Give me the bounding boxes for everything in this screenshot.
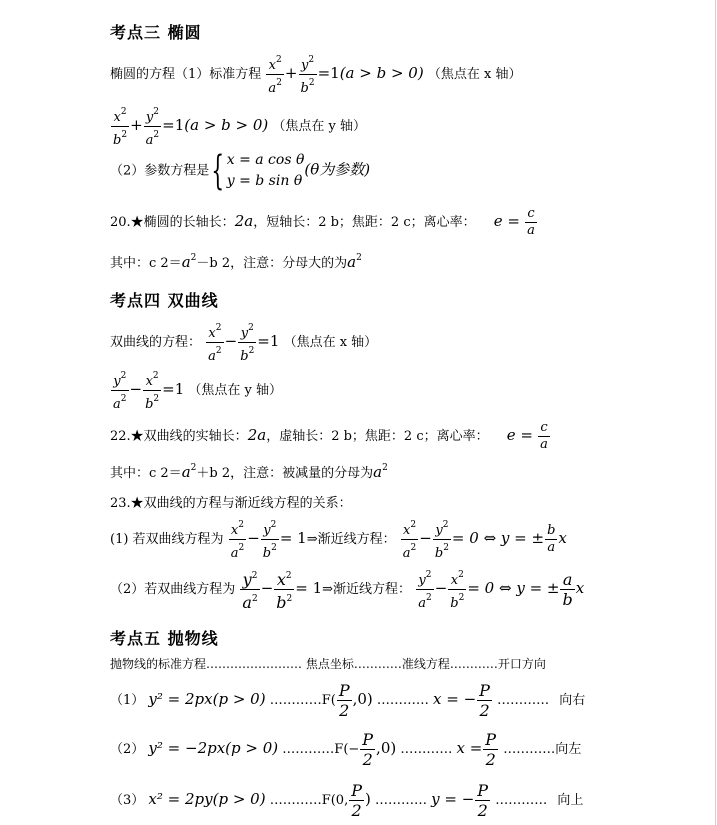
section-heading-hyperbola: 考点四 双曲线: [110, 291, 219, 310]
section-heading-ellipse: 考点三 椭圆: [110, 23, 202, 42]
hyperbola-x-axis-equation: 双曲线的方程： $\frac{x^2}{a^2}$ − $\frac{y^2}{b^2}$ =1 （焦点在 x 轴）: [110, 320, 377, 365]
parabola-table-header: 抛物线的标准方程…………………… 焦点坐标…………准线方程…………开口方向: [110, 657, 546, 671]
parabola-row-left: （2） y² = −2px(p > 0) …………F(− $\frac{P}{2}$ ,0) ………… x = $\frac{P}{2}$ …………向左: [110, 730, 582, 769]
asymptote-case-1: (1) 若双曲线方程为 $\frac{x^2}{a^2}$ − $\frac{y^2}{b^2}$ = 1⇒渐近线方程： $\frac{x^2}{a^2}$ − $\frac{y^2}{b^2}$ = 0 ⇔ y = ± $\frac{b}{a}$ x: [110, 517, 567, 562]
ellipse-y-axis-equation: $\frac{x^2}{b^2}$ + $\frac{y^2}{a^2}$ =1(a > b > 0) （焦点在 y 轴）: [110, 104, 366, 149]
hyperbola-item-23: 23.★双曲线的方程与渐近线方程的关系：: [110, 496, 352, 511]
parabola-row-up: （3） x² = 2py(p > 0) …………F(0, $\frac{P}{2}$ ) ………… y = − $\frac{P}{2}$ ………… 向上: [110, 781, 584, 820]
fraction-x2-over-a2: $\frac{x^2}{a^2}$: [266, 52, 284, 97]
ellipse-standard-equation: 椭圆的方程（1）标准方程 $\frac{x^2}{a^2}$ + $\frac{y^2}{b^2}$ =1(a > b > 0) （焦点在 x 轴）: [110, 52, 521, 97]
ellipse-item-20: 20.★椭圆的长轴长：2a，短轴长：2 b；焦距：2 c；离心率： e = $\frac{c}{a}$: [110, 206, 535, 238]
hyperbola-item-22: 22.★双曲线的实轴长：2a，虚轴长：2 b；焦距：2 c；离心率： e = $\frac{c}{a}$: [110, 420, 548, 452]
ellipse-note: 其中：c $2=a^2-b$ 2，注意：分母大的为$a^2$: [110, 253, 362, 271]
left-brace: {: [211, 148, 225, 194]
parabola-row-right: （1） y² = 2px(p > 0) …………F( $\frac{P}{2}$ ,0) ………… x = − $\frac{P}{2}$ ………… 向右: [110, 681, 586, 720]
section-heading-parabola: 考点五 抛物线: [110, 629, 219, 648]
asymptote-case-2: （2）若双曲线方程为 $\frac{y^2}{a^2}$ − $\frac{x^2}{b^2}$ = 1⇒渐近线方程： $\frac{y^2}{a^2}$ − $\frac{x^2}{b^2}$ = 0 ⇔ y = ± $\frac{a}{b}$ x: [110, 567, 584, 612]
hyperbola-y-axis-equation: $\frac{y^2}{a^2}$ − $\frac{x^2}{b^2}$ =1 （焦点在 y 轴）: [110, 368, 282, 413]
hyperbola-note: 其中：c $2=a^2+b$ 2，注意：被减量的分母为$a^2$: [110, 463, 388, 481]
fraction-y2-over-b2: $\frac{y^2}{b^2}$: [299, 52, 317, 97]
ellipse-parametric-equation: （2）参数方程是{ x = a cos θ y = b sin θ (θ为参数): [110, 148, 371, 194]
